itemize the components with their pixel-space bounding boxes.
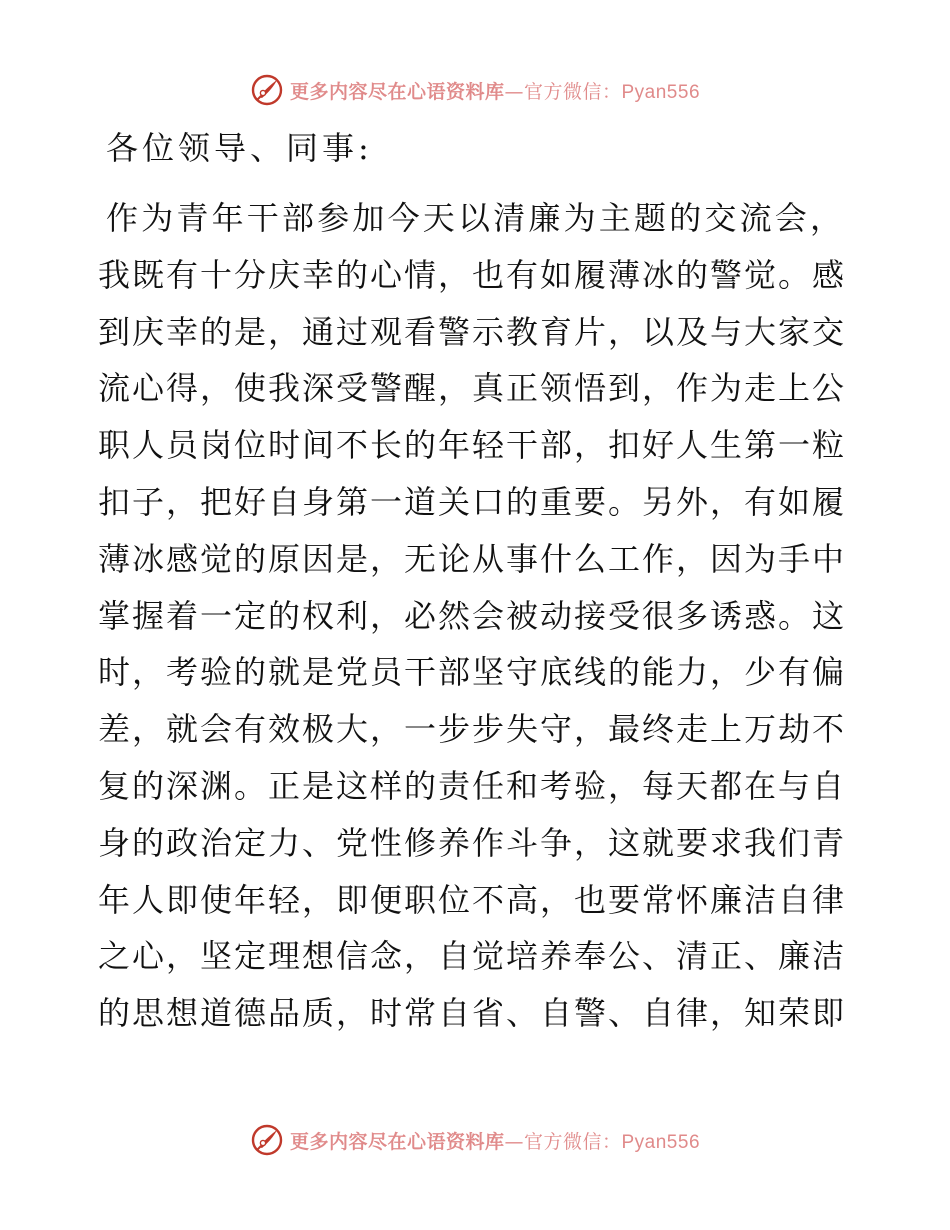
paragraph-line: 差，就会有效极大，一步步失守，最终走上万劫不 [98, 710, 844, 749]
footer-watermark [0, 1120, 950, 1160]
paragraph-line: 掌握着一定的权利，必然会被动接受很多诱惑。这 [98, 596, 844, 635]
paragraph-line: 到庆幸的是，通过观看警示教育片，以及与大家交 [98, 312, 844, 351]
watermark-wechat-id: Pyan556 [621, 1131, 701, 1153]
greeting: 各位领导、同事: [106, 129, 373, 167]
paragraph-line: 身的政治定力、党性修养作斗争，这就要求我们青 [98, 823, 844, 862]
paragraph-line: 时，考验的就是党员干部坚守底线的能力，少有偏 [98, 653, 844, 692]
watermark-wechat-label: 官方微信： [523, 80, 622, 103]
paragraph-line: 流心得，使我深受警醒，真正领悟到，作为走上公 [98, 369, 844, 408]
quill-seal-icon [250, 1123, 284, 1157]
paragraph-line: 职人员岗位时间不长的年轻干部，扣好人生第一粒 [98, 426, 844, 465]
watermark-text [290, 77, 700, 104]
header-watermark [0, 70, 950, 110]
watermark-site-name: 更多内容尽在心语资料库 [289, 80, 505, 103]
paragraph-line: 扣子，把好自身第一道关口的重要。另外，有如履 [98, 482, 844, 521]
paragraph-line: 年人即使年轻，即便职位不高，也要常怀廉洁自律 [98, 880, 844, 919]
watermark-dash: — [504, 80, 524, 103]
quill-seal-icon [250, 73, 284, 107]
paragraph-line: 我既有十分庆幸的心情，也有如履薄冰的警觉。感 [98, 255, 844, 294]
paragraph-line: 之心，坚定理想信念，自觉培养奉公、清正、廉洁 [98, 937, 844, 976]
watermark-dash: — [504, 1130, 524, 1153]
paragraph-line: 复的深渊。正是这样的责任和考验，每天都在与自 [98, 766, 844, 805]
paragraph-line: 作为青年干部参加今天以清廉为主题的交流会， [106, 199, 846, 237]
paragraph-line: 薄冰感觉的原因是，无论从事什么工作，因为手中 [98, 539, 844, 578]
watermark-site-name: 更多内容尽在心语资料库 [289, 1130, 505, 1153]
paragraph-line: 的思想道德品质，时常自省、自警、自律，知荣即 [98, 994, 844, 1033]
watermark-text [290, 1127, 700, 1154]
watermark-wechat-id: Pyan556 [621, 81, 701, 103]
document-body [98, 126, 858, 1042]
watermark-wechat-label: 官方微信： [523, 1130, 622, 1153]
paragraph [98, 190, 858, 1042]
